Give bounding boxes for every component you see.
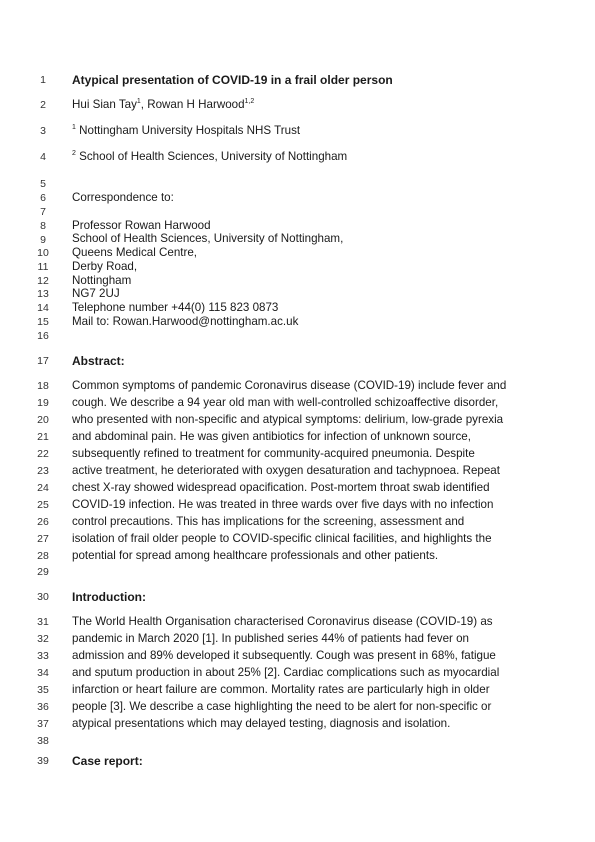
affiliation-marker: 1: [136, 98, 141, 106]
author-name: Rowan H Harwood: [147, 98, 245, 111]
correspondence-line: Nottingham: [72, 274, 132, 287]
correspondence-label: Correspondence to:: [72, 191, 174, 204]
affiliation-marker: 1,2: [244, 98, 255, 106]
line-number: 30: [37, 591, 49, 603]
abstract-line: chest X-ray showed widespread opacification. Post-mortem throat swab identified: [72, 481, 490, 494]
line-number: 20: [37, 414, 49, 426]
line-number: 18: [37, 380, 49, 392]
introduction-line: admission and 89% developed it subsequently. Cough was present in 68%, fatigue: [72, 649, 496, 662]
abstract-heading: Abstract:: [72, 354, 125, 368]
line-number: 27: [37, 533, 49, 545]
line-number: 3: [40, 125, 46, 137]
introduction-line: people [3]. We describe a case highlighting the need to be alert for non-specific or: [72, 700, 492, 713]
line-number: 34: [37, 667, 49, 679]
line-number: 29: [37, 566, 49, 578]
line-number: 10: [37, 247, 49, 259]
line-number: 26: [37, 516, 49, 528]
abstract-line: active treatment, he deteriorated with oxygen desaturation and tachypnoea. Repeat: [72, 464, 500, 477]
correspondence-line: Professor Rowan Harwood: [72, 219, 211, 232]
abstract-line: Common symptoms of pandemic Coronavirus disease (COVID-19) include fever and: [72, 379, 507, 392]
correspondence-line: Mail to: Rowan.Harwood@nottingham.ac.uk: [72, 315, 299, 328]
affiliation-marker: 1: [72, 124, 76, 132]
line-number: 24: [37, 482, 49, 494]
line-number: 14: [37, 302, 49, 314]
abstract-line: who presented with non-specific and atypical symptoms: delirium, low-grade pyrexia: [72, 413, 504, 426]
abstract-line: isolation of frail older people to COVID-specific clinical facilities, and highlights the: [72, 532, 492, 545]
correspondence-line: Telephone number +44(0) 115 823 0873: [72, 301, 279, 314]
line-number: 28: [37, 550, 49, 562]
author-name: Hui Sian Tay: [72, 98, 137, 111]
introduction-line: infarction or heart failure are common. Mortality rates are particularly high in older: [72, 683, 490, 696]
line-number: 4: [40, 151, 46, 163]
abstract-line: cough. We describe a 94 year old man with well-controlled schizoaffective disorder,: [72, 396, 499, 409]
line-number: 33: [37, 650, 49, 662]
line-number: 36: [37, 701, 49, 713]
line-number: 9: [40, 234, 46, 246]
line-number: 25: [37, 499, 49, 511]
line-number: 21: [37, 431, 49, 443]
line-number: 32: [37, 633, 49, 645]
abstract-line: control precautions. This has implications for the screening, assessment and: [72, 515, 465, 528]
line-number: 22: [37, 448, 49, 460]
correspondence-line: School of Health Sciences, University of Nottingham,: [72, 232, 344, 245]
line-number: 8: [40, 220, 46, 232]
line-number: 38: [37, 735, 49, 747]
paper-title: Atypical presentation of COVID-19 in a frail older person: [72, 73, 393, 87]
affiliation-marker: 2: [72, 150, 76, 158]
line-number: 13: [37, 288, 49, 300]
line-number: 17: [37, 355, 49, 367]
abstract-line: and abdominal pain. He was given antibiotics for infection of unknown source,: [72, 430, 471, 443]
line-number: 2: [40, 99, 46, 111]
line-number: 16: [37, 330, 49, 342]
line-number: 12: [37, 275, 49, 287]
line-number: 11: [37, 261, 49, 273]
line-number: 23: [37, 465, 49, 477]
line-number: 37: [37, 718, 49, 730]
affiliation-text: School of Health Sciences, University of Nottingham: [79, 150, 348, 163]
affiliation-text: Nottingham University Hospitals NHS Trust: [79, 124, 301, 137]
introduction-line: and sputum production in about 25% [2]. Cardiac complications such as myocardial: [72, 666, 500, 679]
affiliation: [72, 124, 300, 138]
line-number: 5: [40, 178, 46, 190]
line-number: 6: [40, 192, 46, 204]
abstract-line: potential for spread among healthcare professionals and other patients.: [72, 549, 439, 562]
line-number: 35: [37, 684, 49, 696]
case-report-heading: Case report:: [72, 754, 143, 768]
correspondence-line: Queens Medical Centre,: [72, 246, 198, 259]
line-number: 19: [37, 397, 49, 409]
introduction-heading: Introduction:: [72, 590, 146, 604]
correspondence-line: NG7 2UJ: [72, 287, 120, 300]
line-number: 31: [37, 616, 49, 628]
line-number: 15: [37, 316, 49, 328]
line-number: 39: [37, 755, 49, 767]
abstract-line: COVID-19 infection. He was treated in three wards over five days with no infection: [72, 498, 494, 511]
introduction-line: pandemic in March 2020 [1]. In published series 44% of patients had fever on: [72, 632, 470, 645]
abstract-line: subsequently refined to treatment for community-acquired pneumonia. Despite: [72, 447, 475, 460]
affiliation: [72, 150, 347, 164]
introduction-line: atypical presentations which may delayed testing, diagnosis and isolation.: [72, 717, 451, 730]
line-number: 1: [40, 74, 46, 86]
line-number: 7: [40, 206, 46, 218]
correspondence-line: Derby Road,: [72, 260, 138, 273]
introduction-line: The World Health Organisation characterised Coronavirus disease (COVID-19) as: [72, 615, 493, 628]
author-line: Hui Sian Tay$^1$, Rowan H Harwood$^{1,2}$: [72, 98, 255, 111]
